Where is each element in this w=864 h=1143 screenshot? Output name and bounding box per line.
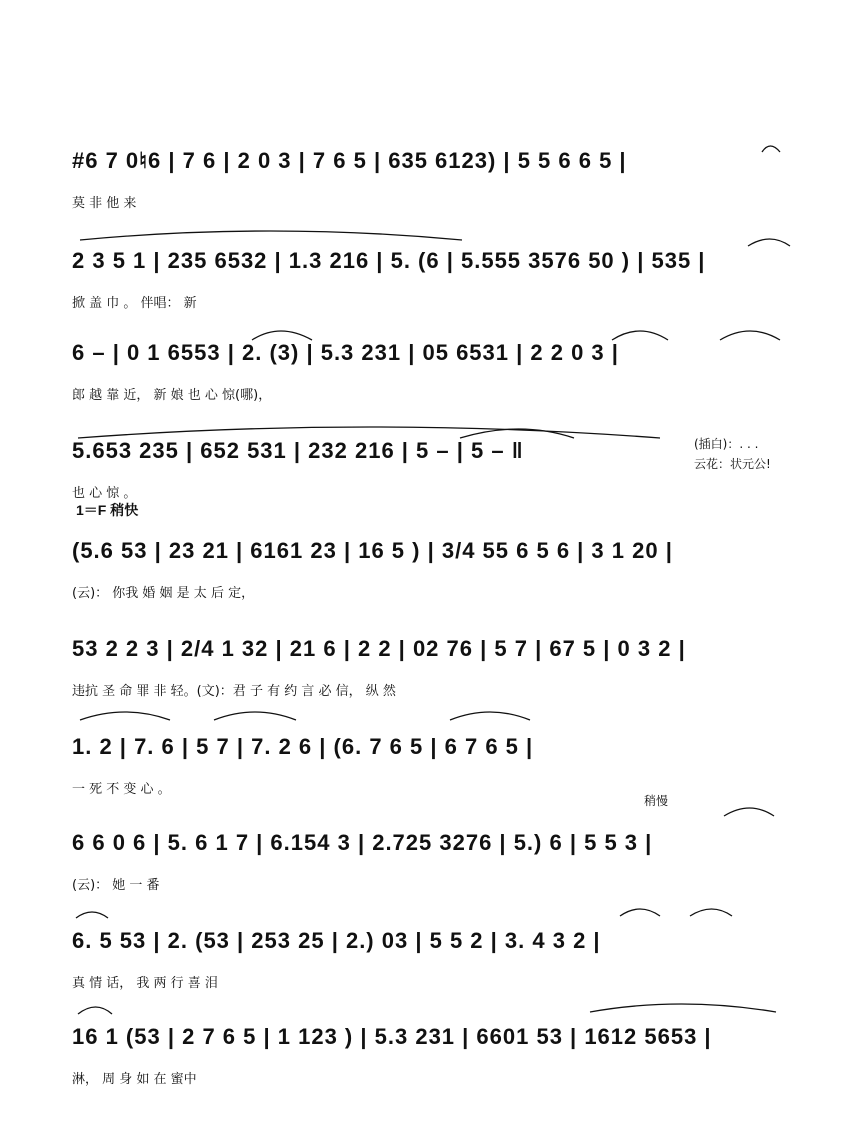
tempo-mark: 稍慢 bbox=[644, 794, 669, 808]
staff-line-3 bbox=[0, 310, 864, 422]
lyrics-line-2: 掀 盖 巾 。 伴唱： 新 bbox=[72, 296, 197, 311]
insert-note bbox=[694, 434, 771, 474]
insert-note-line-2: 云花：状元公! bbox=[694, 457, 771, 471]
notes-line-10: 16 1 (53 | 2 7 6 5 | 1 123 ) | 5.3 231 | 6601 53 | 1612 5653 | bbox=[72, 1024, 712, 1049]
staff-line-8 bbox=[0, 800, 864, 912]
lyrics-line-8: (云)： 她 一 番 bbox=[72, 878, 160, 893]
key-signature: 1＝F 稍快 bbox=[76, 502, 139, 518]
lyrics-line-4: 也 心 惊 。 bbox=[72, 486, 137, 501]
notes-line-6: 53 2 2 3 | 2/4 1 32 | 21 6 | 2 2 | 02 76 | 5 7 | 67 5 | 0 3 2 | bbox=[72, 636, 686, 661]
staff-line-6 bbox=[0, 606, 864, 718]
notes-line-8: 6 6 0 6 | 5. 6 1 7 | 6.154 3 | 2.725 3276 | 5.) 6 | 5 5 3 | bbox=[72, 830, 653, 855]
notes-line-3: 6 – | 0 1 6553 | 2. (3) | 5.3 231 | 05 6531 | 2 2 0 3 | bbox=[72, 340, 619, 365]
notes-line-9: 6. 5 53 | 2. (53 | 253 25 | 2.) 03 | 5 5 2 | 3. 4 3 2 | bbox=[72, 928, 601, 953]
lyrics-line-1: 莫 非 他 来 bbox=[72, 196, 137, 211]
staff-line-10 bbox=[0, 994, 864, 1106]
notes-line-2: 2 3 5 1 | 235 6532 | 1.3 216 | 5. (6 | 5.555 3576 50 ) | 535 | bbox=[72, 248, 706, 273]
lyrics-line-6: 违抗 圣 命 罪 非 轻。(文)：君 子 有 约 言 必 信， 纵 然 bbox=[72, 684, 396, 699]
lyrics-line-7: 一 死 不 变 心 。 bbox=[72, 782, 171, 797]
lyrics-line-5: (云)： 你我 婚 姻 是 太 后 定， bbox=[72, 586, 255, 601]
notes-line-4: 5.653 235 | 652 531 | 232 216 | 5 – | 5 – ‖ bbox=[72, 438, 524, 463]
lyrics-line-10: 淋， 周 身 如 在 蜜中 bbox=[72, 1072, 197, 1087]
staff-line-1 bbox=[0, 118, 864, 230]
staff-line-5 bbox=[0, 508, 864, 620]
notes-line-5: (5.6 53 | 23 21 | 6161 23 | 16 5 ) | 3/4 55 6 5 6 | 3 1 20 | bbox=[72, 538, 673, 563]
insert-note-line-1: (插白)：. . . bbox=[694, 437, 759, 451]
notes-line-7: 1. 2 | 7. 6 | 5 7 | 7. 2 6 | (6. 7 6 5 | 6 7 6 5 | bbox=[72, 734, 534, 759]
notes-line-1: #6 7 0♮6 | 7 6 | 2 0 3 | 7 6 5 | 635 6123) | 5 5 6 6 5 | bbox=[72, 148, 627, 173]
lyrics-line-9: 真 情 话， 我 两 行 喜 泪 bbox=[72, 976, 218, 991]
lyrics-line-3: 郎 越 靠 近， 新 娘 也 心 惊(哪)， bbox=[72, 388, 272, 403]
